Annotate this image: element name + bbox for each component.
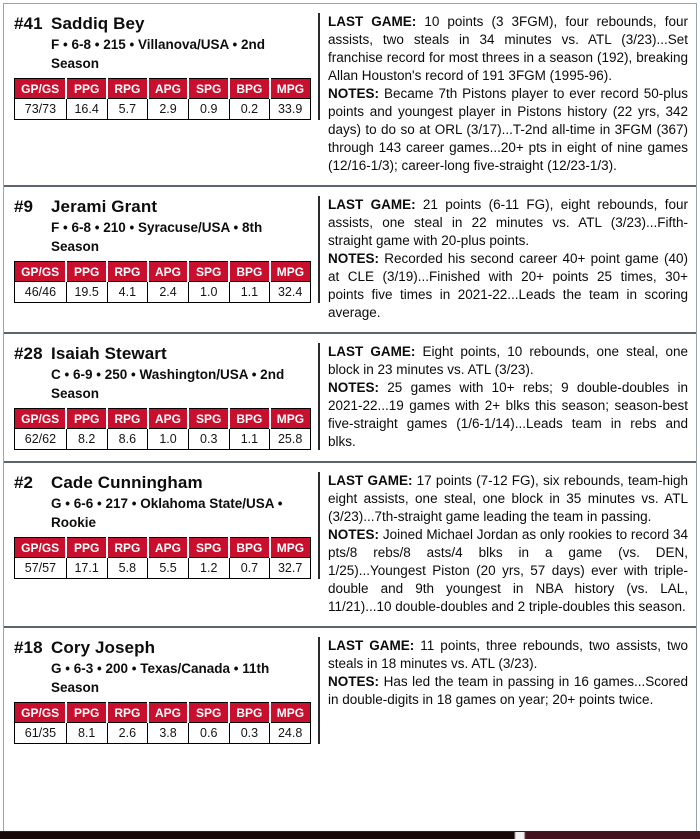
stats-value-apg: 3.8 <box>148 723 189 744</box>
player-jersey-number: #28 <box>14 344 43 363</box>
notes-text: Has led the team in passing in 16 games...Scored in double-digits in 18 games on year; 20+ points twice. <box>328 674 688 707</box>
stats-value-mpg: 32.4 <box>270 282 311 303</box>
stats-header-spg: SPG <box>188 79 229 99</box>
stats-header-row <box>15 538 311 558</box>
player-blurb <box>328 196 688 322</box>
player-name-row <box>14 343 311 364</box>
stats-header-ppg: PPG <box>66 703 107 723</box>
cutoff-section-bar <box>0 831 700 839</box>
player-notes-column <box>320 472 688 616</box>
last-game-label: LAST GAME: <box>328 638 415 653</box>
stats-value-spg: 0.6 <box>188 723 229 744</box>
roster-notes-page <box>3 3 697 831</box>
player-name-row <box>14 196 311 217</box>
last-game-text: 17 points (7-12 FG), six rebounds, team-high eight assists, one steal, one block in 35 minutes vs. ATL (3/23)...7th-straight game leading the team in passing. <box>328 473 688 524</box>
player-notes-column <box>320 637 688 709</box>
player-section <box>4 461 696 626</box>
stats-header-bpg: BPG <box>229 79 270 99</box>
stats-value-apg: 2.4 <box>148 282 189 303</box>
stats-header-gpgs: GP/GS <box>15 538 67 558</box>
stats-header-rpg: RPG <box>107 409 148 429</box>
stats-header-gpgs: GP/GS <box>15 79 67 99</box>
stats-value-rpg: 8.6 <box>107 429 148 450</box>
last-game-text: 10 points (3 3FGM), four rebounds, four assists, two steals in 34 minutes vs. ATL (3/23)...Set franchise record for most threes in a season (192), breaking Allan Houston's record of 191 3FGM (1995-96). <box>328 14 688 83</box>
stats-value-mpg: 24.8 <box>270 723 311 744</box>
notes-text: Recorded his second career 40+ point game (40) at CLE (3/19)...Finished with 20+ points 25 times, 30+ points five times in 2021-22...Leads the team in scoring average. <box>328 251 688 320</box>
stats-value-rpg: 4.1 <box>107 282 148 303</box>
player-section <box>4 332 696 461</box>
notes-label: NOTES: <box>328 674 380 689</box>
stats-header-apg: APG <box>148 262 189 282</box>
stats-header-rpg: RPG <box>107 703 148 723</box>
stats-value-spg: 1.0 <box>188 282 229 303</box>
stats-value-row <box>15 99 311 120</box>
last-game-label: LAST GAME: <box>328 344 416 359</box>
player-stats-table <box>14 78 311 120</box>
player-stats-table <box>14 537 311 579</box>
last-game-label: LAST GAME: <box>328 473 413 488</box>
stats-header-rpg: RPG <box>107 262 148 282</box>
notes-label: NOTES: <box>328 86 380 101</box>
player-blurb <box>328 472 688 616</box>
stats-value-ppg: 8.1 <box>66 723 107 744</box>
player-info-column <box>14 637 320 744</box>
stats-header-gpgs: GP/GS <box>15 409 67 429</box>
notes-text: Became 7th Pistons player to ever record 50-plus points and youngest player in Pistons history (22 yrs, 342 days) to do so at ORL (3/17)...T-2nd all-time in 3FGM (367) through 143 career games...20+ pts in eight of nine games (12/16-1/3); career-long five-straight (12/23-1/3). <box>328 86 688 173</box>
last-game-label: LAST GAME: <box>328 14 417 29</box>
player-jersey-number: #41 <box>14 14 43 33</box>
stats-value-mpg: 25.8 <box>270 429 311 450</box>
player-blurb <box>328 13 688 175</box>
player-stats-table <box>14 261 311 303</box>
stats-header-row <box>15 409 311 429</box>
stats-header-spg: SPG <box>188 262 229 282</box>
player-info-column <box>14 472 320 579</box>
player-jersey-number: #18 <box>14 638 43 657</box>
stats-header-row <box>15 79 311 99</box>
stats-header-apg: APG <box>148 703 189 723</box>
player-info-column <box>14 196 320 303</box>
player-info-column <box>14 13 320 120</box>
stats-value-ppg: 8.2 <box>66 429 107 450</box>
player-blurb <box>328 343 688 451</box>
last-game-text: 21 points (6-11 FG), eight rebounds, four assists, one steal in 22 minutes vs. ATL (3/23)...Fifth-straight game with 20-plus points. <box>328 197 688 248</box>
stats-header-apg: APG <box>148 409 189 429</box>
stats-header-ppg: PPG <box>66 262 107 282</box>
stats-value-ppg: 17.1 <box>66 558 107 579</box>
stats-value-gpgs: 73/73 <box>15 99 67 120</box>
stats-value-mpg: 33.9 <box>270 99 311 120</box>
player-bio-line: G • 6-6 • 217 • Oklahoma State/USA • Rookie <box>51 496 283 530</box>
player-jersey-number: #2 <box>14 473 34 492</box>
stats-value-row <box>15 723 311 744</box>
stats-header-bpg: BPG <box>229 409 270 429</box>
notes-label: NOTES: <box>328 527 380 542</box>
player-name-row <box>14 472 311 493</box>
stats-header-rpg: RPG <box>107 79 148 99</box>
player-name-row <box>14 637 311 658</box>
player-bio-line: C • 6-9 • 250 • Washington/USA • 2nd Season <box>51 367 285 401</box>
player-stats-table <box>14 702 311 744</box>
stats-header-mpg: MPG <box>270 262 311 282</box>
player-name: Isaiah Stewart <box>51 344 167 363</box>
stats-value-row <box>15 558 311 579</box>
stats-header-bpg: BPG <box>229 703 270 723</box>
stats-header-row <box>15 703 311 723</box>
stats-value-rpg: 2.6 <box>107 723 148 744</box>
stats-value-bpg: 0.2 <box>229 99 270 120</box>
player-section <box>4 185 696 332</box>
stats-header-mpg: MPG <box>270 409 311 429</box>
stats-header-row <box>15 262 311 282</box>
stats-header-spg: SPG <box>188 538 229 558</box>
stats-header-bpg: BPG <box>229 538 270 558</box>
stats-value-rpg: 5.7 <box>107 99 148 120</box>
player-info-column <box>14 343 320 450</box>
stats-header-gpgs: GP/GS <box>15 703 67 723</box>
player-name: Cory Joseph <box>51 638 156 657</box>
player-stats-table <box>14 408 311 450</box>
player-section <box>4 4 696 185</box>
stats-value-ppg: 19.5 <box>66 282 107 303</box>
stats-header-spg: SPG <box>188 703 229 723</box>
stats-value-gpgs: 57/57 <box>15 558 67 579</box>
stats-value-bpg: 0.3 <box>229 723 270 744</box>
stats-header-rpg: RPG <box>107 538 148 558</box>
player-bio-line: G • 6-3 • 200 • Texas/Canada • 11th Season <box>51 661 270 695</box>
notes-text: Joined Michael Jordan as only rookies to record 34 pts/8 rebs/8 asts/4 blks in a game (vs. DEN, 1/25)...Youngest Piston (20 yrs, 57 days) ever with triple-double and 9th youngest in NBA history (vs. LAL, 11/21)...10 double-doubles and 2 triple-doubles this season. <box>328 527 688 614</box>
stats-value-ppg: 16.4 <box>66 99 107 120</box>
last-game-label: LAST GAME: <box>328 197 416 212</box>
player-notes-column <box>320 196 688 322</box>
stats-header-ppg: PPG <box>66 79 107 99</box>
stats-header-apg: APG <box>148 538 189 558</box>
player-name-row <box>14 13 311 34</box>
notes-label: NOTES: <box>328 251 380 266</box>
player-name: Jerami Grant <box>51 197 158 216</box>
player-notes-column <box>320 343 688 451</box>
player-notes-column <box>320 13 688 175</box>
stats-value-spg: 0.3 <box>188 429 229 450</box>
stats-value-apg: 5.5 <box>148 558 189 579</box>
stats-value-bpg: 1.1 <box>229 429 270 450</box>
stats-value-bpg: 1.1 <box>229 282 270 303</box>
stats-header-mpg: MPG <box>270 703 311 723</box>
stats-value-spg: 0.9 <box>188 99 229 120</box>
stats-value-spg: 1.2 <box>188 558 229 579</box>
stats-header-ppg: PPG <box>66 409 107 429</box>
stats-value-gpgs: 61/35 <box>15 723 67 744</box>
stats-value-apg: 2.9 <box>148 99 189 120</box>
stats-value-row <box>15 282 311 303</box>
stats-header-ppg: PPG <box>66 538 107 558</box>
player-bio-line: F • 6-8 • 210 • Syracuse/USA • 8th Season <box>51 220 263 254</box>
stats-value-gpgs: 62/62 <box>15 429 67 450</box>
player-blurb <box>328 637 688 709</box>
stats-value-gpgs: 46/46 <box>15 282 67 303</box>
stats-value-row <box>15 429 311 450</box>
stats-value-apg: 1.0 <box>148 429 189 450</box>
stats-header-mpg: MPG <box>270 538 311 558</box>
stats-header-gpgs: GP/GS <box>15 262 67 282</box>
stats-value-mpg: 32.7 <box>270 558 311 579</box>
stats-header-apg: APG <box>148 79 189 99</box>
notes-text: 25 games with 10+ rebs; 9 double-doubles in 2021-22...19 games with 2+ blks this season; season-best five-straight games (1/6-1/14)...Leads team in rebs and blks. <box>328 380 688 449</box>
player-bio-line: F • 6-8 • 215 • Villanova/USA • 2nd Season <box>51 37 265 71</box>
last-game-text: Eight points, 10 rebounds, one steal, one block in 23 minutes vs. ATL (3/23). <box>328 344 688 377</box>
stats-value-rpg: 5.8 <box>107 558 148 579</box>
player-section <box>4 626 696 754</box>
stats-header-mpg: MPG <box>270 79 311 99</box>
last-game-text: 11 points, three rebounds, two assists, two steals in 18 minutes vs. ATL (3/23). <box>328 638 688 671</box>
notes-label: NOTES: <box>328 380 380 395</box>
player-name: Cade Cunningham <box>51 473 203 492</box>
player-name: Saddiq Bey <box>51 14 145 33</box>
player-jersey-number: #9 <box>14 197 34 216</box>
stats-header-spg: SPG <box>188 409 229 429</box>
stats-value-bpg: 0.7 <box>229 558 270 579</box>
stats-header-bpg: BPG <box>229 262 270 282</box>
